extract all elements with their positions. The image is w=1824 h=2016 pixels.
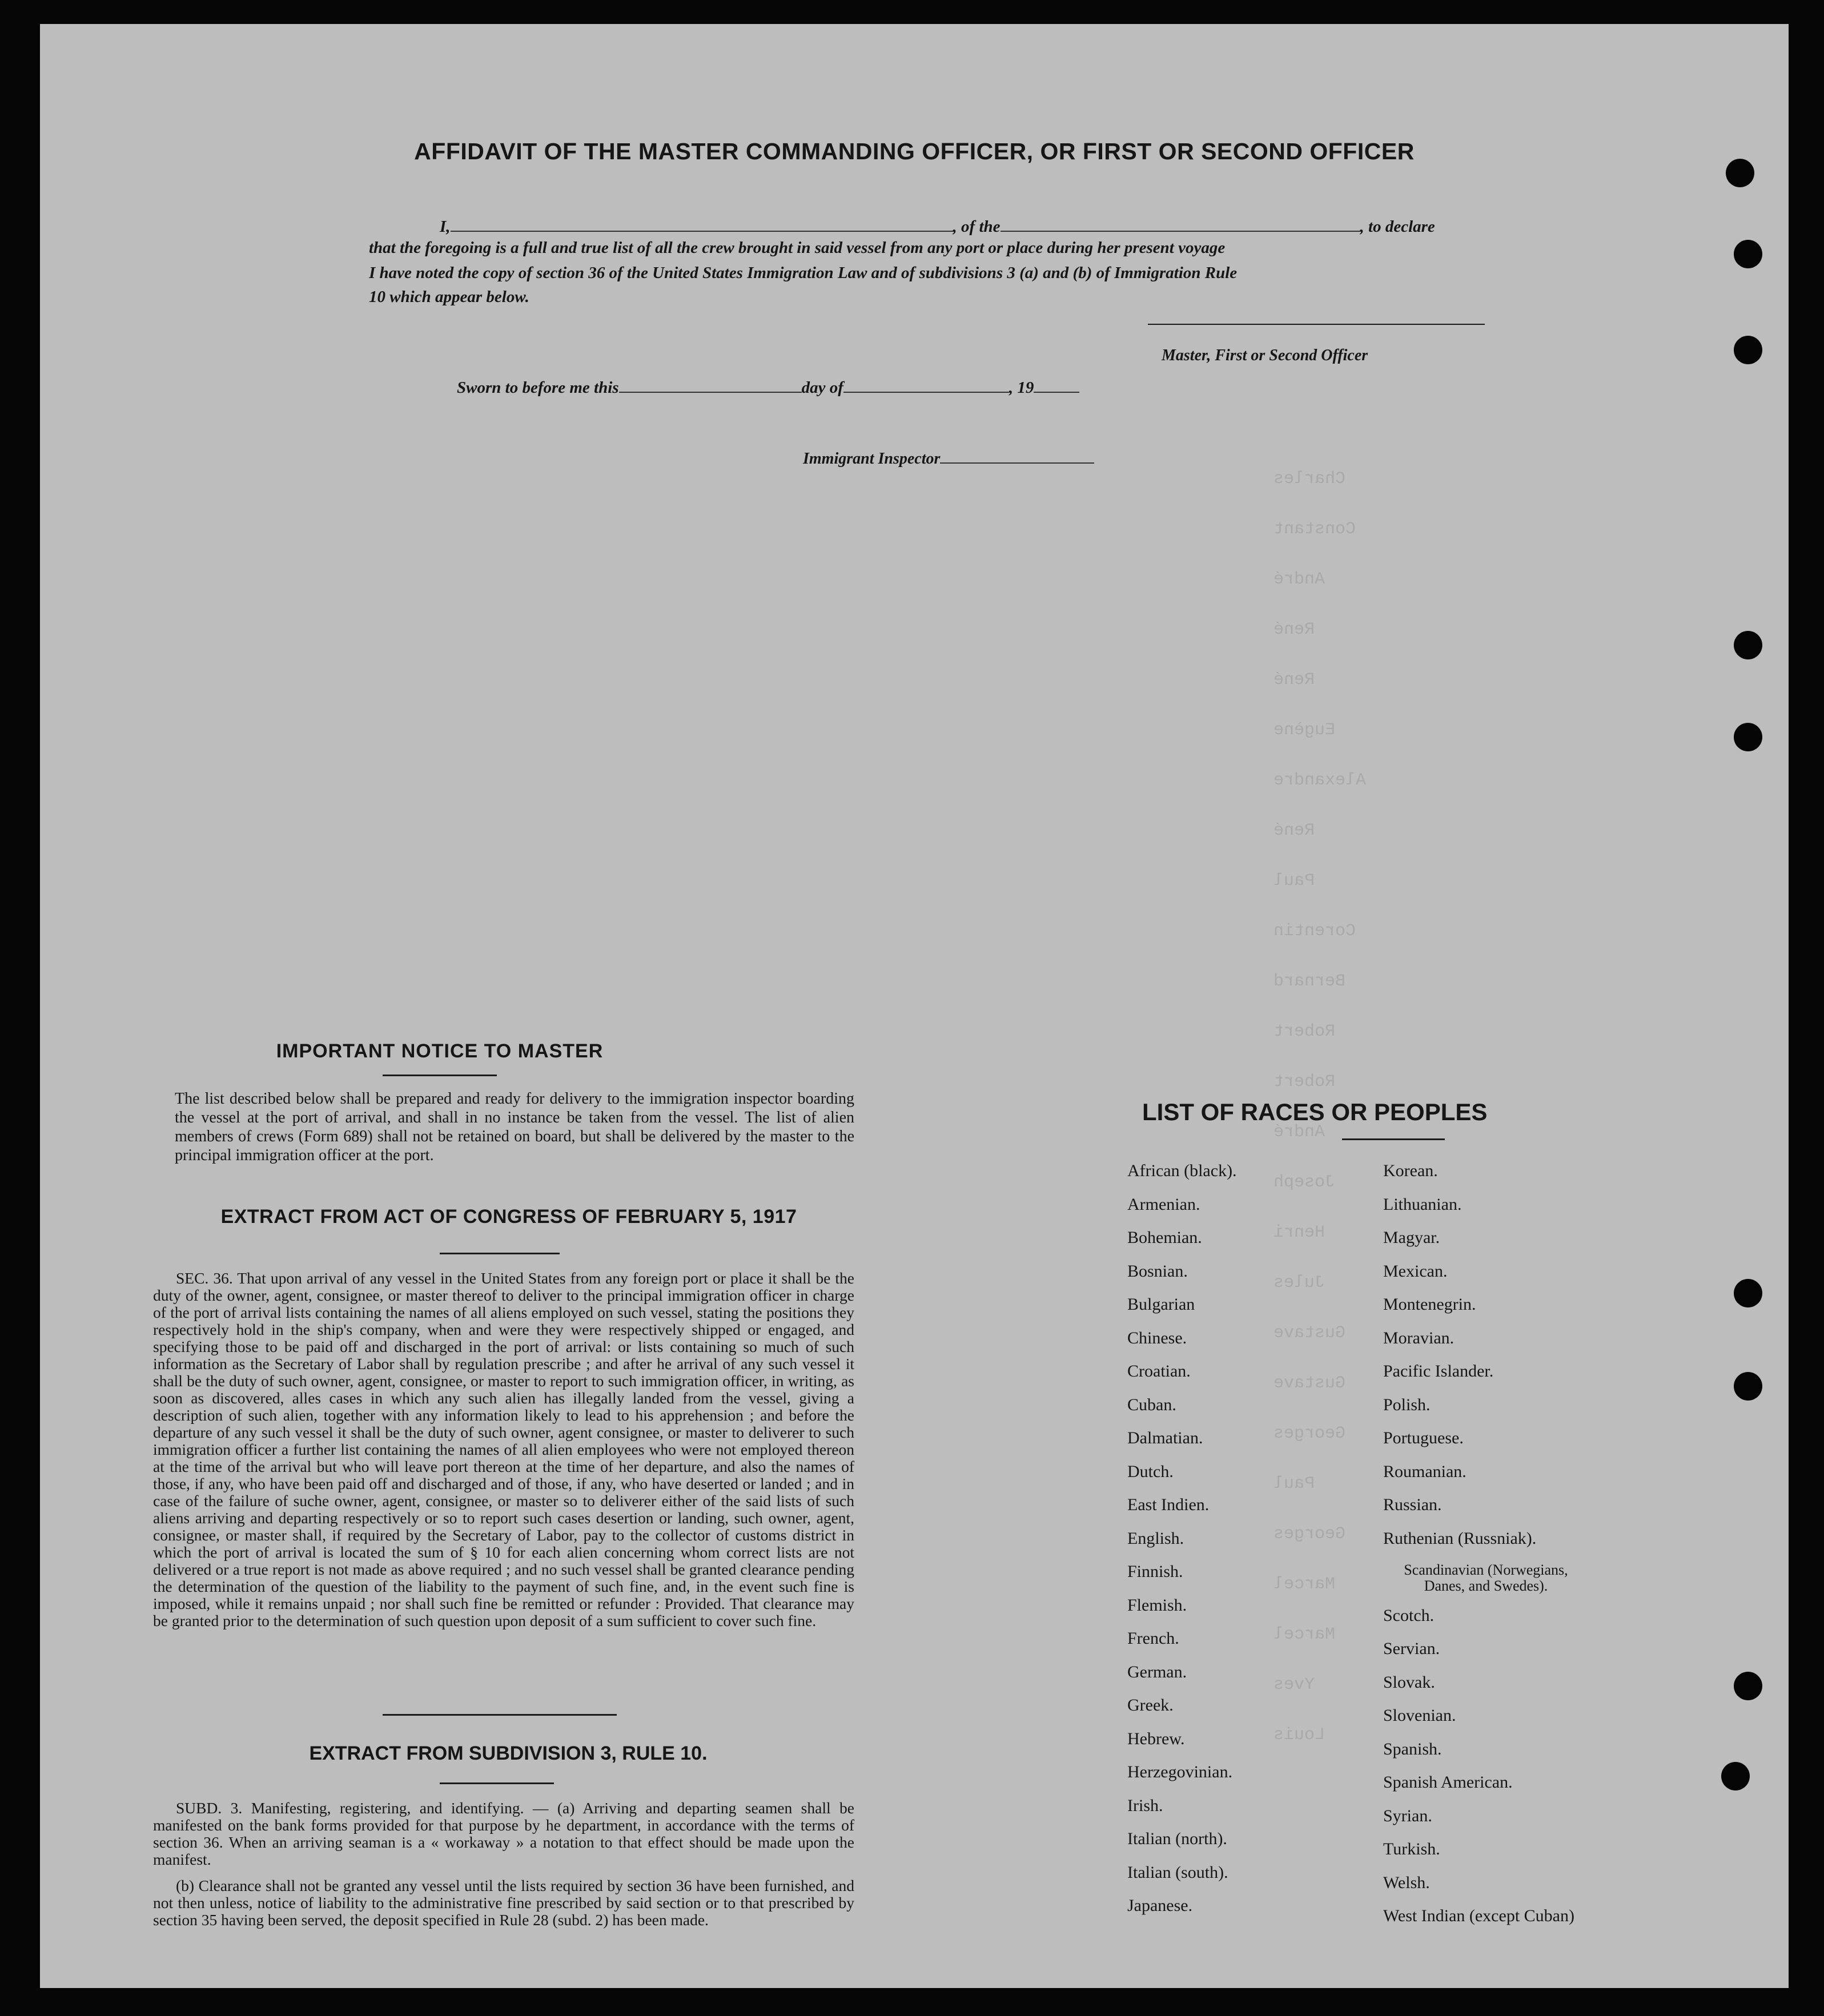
bleed-through-name: Jules <box>1273 1273 1325 1293</box>
bleed-through-name: Robert <box>1273 1022 1336 1041</box>
race-item: Ruthenian (Russniak). <box>1383 1528 1537 1548</box>
race-item: Turkish. <box>1383 1840 1440 1858</box>
race-item: Pacific Islander. <box>1383 1362 1494 1381</box>
act-title: EXTRACT FROM ACT OF CONGRESS OF FEBRUARY 5, 1917 <box>220 1206 797 1228</box>
binder-hole <box>1721 1762 1750 1790</box>
signature-line <box>1148 324 1485 325</box>
binder-hole <box>1734 336 1762 364</box>
bleed-through-name: Georges <box>1273 1424 1346 1443</box>
notice-text: The list described below shall be prepared and ready for delivery to the immigration inspector boarding the vessel at the port of arrival, and shall in no instance be taken from the vessel. The list of alien members of crews (Form 689) shall not be retained on board, but shall be delivered by the master to the principal immigration officer at the port. <box>175 1090 854 1164</box>
rule-title: EXTRACT FROM SUBDIVISION 3, RULE 10. <box>309 1743 708 1764</box>
bleed-through-name: Yves <box>1273 1675 1315 1695</box>
race-item: Japanese. <box>1127 1896 1193 1915</box>
bleed-through-name: Gustave <box>1273 1374 1346 1393</box>
race-item: Servian. <box>1383 1639 1440 1658</box>
race-item: Magyar. <box>1383 1228 1440 1247</box>
race-item: Hebrew. <box>1127 1729 1185 1748</box>
bleed-through-name: Paul <box>1273 871 1315 891</box>
race-item: Scandinavian (Norwegians, Danes, and Swedes). <box>1404 1562 1568 1594</box>
bleed-through-name: Eugène <box>1273 721 1336 740</box>
rule-underline <box>440 1782 554 1784</box>
signature-label: Master, First or Second Officer <box>1162 347 1368 364</box>
act-end-rule <box>383 1714 617 1716</box>
binder-hole <box>1726 159 1754 187</box>
binder-hole <box>1734 723 1762 751</box>
affidavit-title: AFFIDAVIT OF THE MASTER COMMANDING OFFICER, OR FIRST OR SECOND OFFICER <box>414 138 1415 164</box>
race-item: Scotch. <box>1383 1605 1435 1625</box>
race-item: Bohemian. <box>1127 1228 1202 1247</box>
bleed-through-name: Gustave <box>1273 1323 1346 1343</box>
race-item: Syrian. <box>1383 1806 1432 1825</box>
bleed-through-name: Joseph <box>1273 1173 1336 1192</box>
inspector-line: Immigrant Inspector <box>803 444 1094 468</box>
bleed-through-name: Marcel <box>1273 1625 1336 1644</box>
race-item: East Indien. <box>1127 1495 1210 1514</box>
race-item: Welsh. <box>1383 1873 1430 1892</box>
race-item: Herzegovinian. <box>1127 1763 1233 1781</box>
race-item: Flemish. <box>1127 1595 1187 1615</box>
act-text: SEC. 36. That upon arrival of any vessel in the United States from any foreign port or place it shall be the duty of the owner, agent, consignee, or master thereof to deliver to the principal immigration officer in charge of the port of arrival lists containing the names of all aliens employed on such vessel, stating the positions they respectively hold in the ship's company, when and were they were respectively shipped or engaged, and specifying those to be paid off and discharged in the port of arrival: or lists containing so much of such information as the Secretary of Labor shall by regulation prescribe ; and after he arrival of any such vessel it shall be the duty of such owner, agent, consignee, or master to report to such immigration officer, in writing, as soon as discovered, alles cases in which any such alien has illegally landed from the vessel, giving a description of such alien, together with any information likely to lead to his apprehension ; and before the departure of any such vessel it shall be the duty of such owner, agent consignee, or master to deliverer to such immigration officer a further list containing the names of all alien employees who were not employed thereon at the time of the arrival but who will leave port thereon at the time of her departure, and also the names of those, if any, who have been paid off and discharged and of those, if any, who have deserted or landed ; and in case of the failure of suche owner, agent, consignee, or master so to deliverer either of the said lists of such aliens arriving and departing respectively or so to report such cases desertion or landing, such owner, agent, consignee, or master shall, if required by the Secretary of Labor, pay to the collector of customs district in which the port of arrival is located the sum of § 10 for each alien concerning whom correct lists are not delivered or a true report is not made as above required ; and no such vessel shall be granted clearance pending the determination of the question of the liability to the payment of such fine, and, in the event such fine is imposed, while it remains unpaid ; nor shall such fine be remitted or refunder : Provided. That clearance may be granted prior to the determination of such question upon deposit of a sum sufficient to cover such fine. <box>153 1269 854 1629</box>
bleed-through-name: Corentin <box>1273 922 1356 941</box>
race-item: Moravian. <box>1383 1328 1455 1347</box>
race-item: Italian (south). <box>1127 1862 1228 1882</box>
race-item: English. <box>1127 1528 1184 1548</box>
bleed-through-name: André <box>1273 570 1325 589</box>
notice-title: IMPORTANT NOTICE TO MASTER <box>276 1040 604 1062</box>
bleed-through-name: Bernard <box>1273 972 1346 991</box>
rule-text-b: (b) Clearance shall not be granted any vessel until the lists required by section 36 have been furnished, and not then unless, notice of liability to the administrative fine prescribed by said section or to that prescribed by section 35 having been served, the deposit specified in Rule 28 (subd. 2) has been made. <box>153 1877 854 1929</box>
affidavit-line-3: I have noted the copy of section 36 of the United States Immigration Law and of subdivisions 3 (a) and (b) of Immigration Rule <box>369 264 1238 282</box>
bleed-through-name: Alexandre <box>1273 771 1367 790</box>
binder-hole <box>1734 1672 1762 1700</box>
race-item: Croatian. <box>1127 1362 1191 1381</box>
binder-hole <box>1734 1279 1762 1307</box>
binder-hole <box>1734 240 1762 268</box>
races-underline <box>1342 1138 1445 1140</box>
rule-text-a: SUBD. 3. Manifesting, registering, and identifying. — (a) Arriving and departing seamen shall be manifested on the bank forms provided for that purpose by he department, in accordance with the terms of section 36. When an arriving seaman is a « workaway » a notation to that effect should be made upon the manifest. <box>153 1799 854 1868</box>
race-item: Polish. <box>1383 1395 1431 1414</box>
bleed-through-name: Marcel <box>1273 1575 1336 1594</box>
race-item: Bulgarian <box>1127 1295 1195 1314</box>
race-item: Chinese. <box>1127 1328 1187 1347</box>
race-item: French. <box>1127 1629 1179 1648</box>
notice-underline <box>383 1075 497 1076</box>
bleed-through-name: René <box>1273 620 1315 639</box>
bleed-through-name: Robert <box>1273 1072 1336 1092</box>
race-item: Mexican. <box>1383 1261 1448 1281</box>
races-title: LIST OF RACES OR PEOPLES <box>1142 1098 1488 1125</box>
race-item: Dutch. <box>1127 1462 1174 1481</box>
affidavit-line-2: that the foregoing is a full and true list of all the crew brought in said vessel from any port or place during her present voyage <box>369 239 1226 257</box>
race-item: Spanish. <box>1383 1739 1442 1759</box>
sworn-line: Sworn to before me this day of , 19 <box>457 373 1079 397</box>
race-item: Dalmatian. <box>1127 1428 1203 1447</box>
race-item: African (black). <box>1127 1161 1237 1180</box>
bleed-through-name: René <box>1273 821 1315 840</box>
race-item: Korean. <box>1383 1161 1438 1180</box>
race-item: Irish. <box>1127 1796 1163 1815</box>
document-page <box>40 24 1789 1988</box>
race-item: West Indian (except Cuban) <box>1383 1906 1574 1925</box>
bleed-through-name: André <box>1273 1122 1325 1142</box>
race-item: Armenian. <box>1127 1194 1200 1214</box>
race-item: Slovenian. <box>1383 1706 1456 1725</box>
binder-hole <box>1734 631 1762 659</box>
bleed-through-name: Georges <box>1273 1524 1346 1544</box>
bleed-through-name: Charles <box>1273 469 1346 489</box>
bleed-through-name: Louis <box>1273 1725 1325 1745</box>
race-item: Italian (north). <box>1127 1829 1227 1848</box>
bleed-through-name: Henri <box>1273 1223 1325 1242</box>
race-item: Russian. <box>1383 1495 1442 1514</box>
race-item: Slovak. <box>1383 1672 1435 1692</box>
race-item: Bosnian. <box>1127 1261 1188 1281</box>
affidavit-line-1: I, , of the , to declare <box>440 212 1435 236</box>
race-item: Portuguese. <box>1383 1428 1464 1447</box>
race-item: Greek. <box>1127 1696 1174 1715</box>
race-item: Lithuanian. <box>1383 1194 1462 1214</box>
race-item: Spanish American. <box>1383 1773 1513 1792</box>
affidavit-line-4: 10 which appear below. <box>369 288 529 306</box>
race-item: Finnish. <box>1127 1562 1183 1581</box>
bleed-through-name: Paul <box>1273 1474 1315 1494</box>
race-item: Roumanian. <box>1383 1462 1467 1481</box>
binder-hole <box>1734 1372 1762 1401</box>
bleed-through-name: Constant <box>1273 520 1356 539</box>
bleed-through-name: René <box>1273 670 1315 690</box>
race-item: German. <box>1127 1662 1187 1681</box>
race-item: Cuban. <box>1127 1395 1176 1414</box>
act-underline <box>440 1253 560 1254</box>
race-item: Montenegrin. <box>1383 1295 1476 1314</box>
